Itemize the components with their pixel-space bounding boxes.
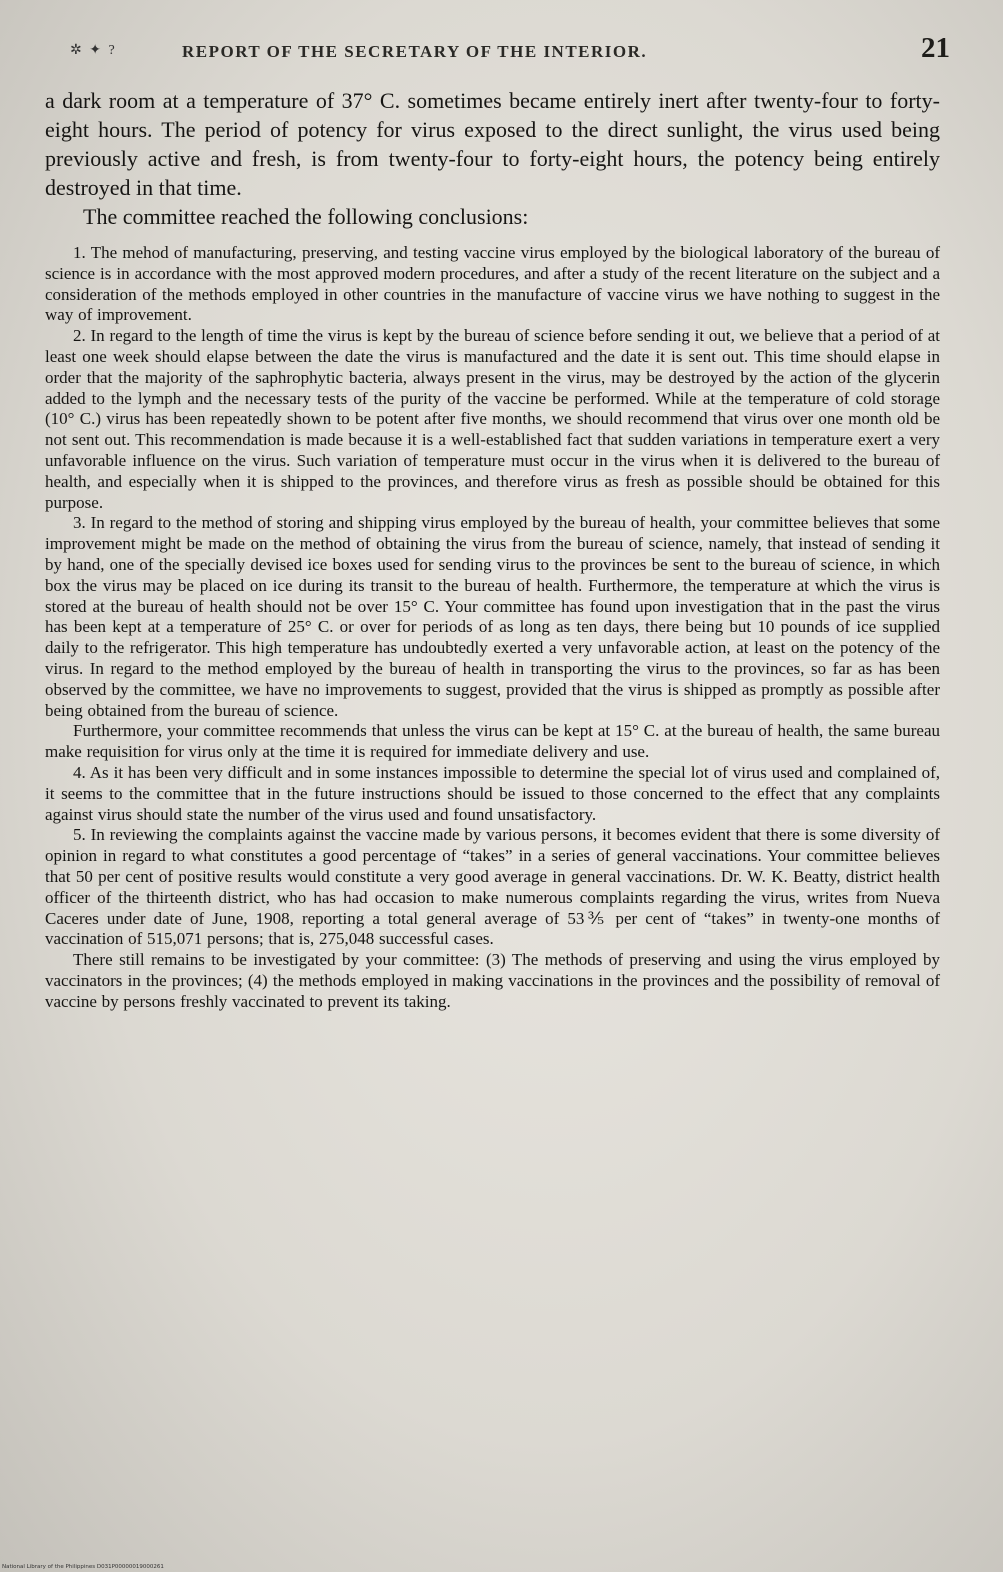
conclusion-3-continued: Furthermore, your committee recommends that unless the virus can be kept at 15° C. at the bureau of health, the same bureau make requisition for virus only at the time it is required for immediate delivery and use.: [45, 721, 940, 762]
header-mark: ✲ ✦ ?: [70, 43, 117, 58]
page-header: [70, 32, 950, 72]
conclusion-4: 4. As it has been very difficult and in some instances impossible to determine the special lot of virus used and complained of, it seems to the committee that in the future instructions should be issued to those concerned to the effect that any complaints against virus should state the number of the virus used and found unsatisfactory.: [45, 762, 940, 824]
running-title: REPORT OF THE SECRETARY OF THE INTERIOR.: [182, 42, 648, 61]
scan-credit: National Library of the Philippines D031P00000019000261: [2, 1564, 164, 1570]
lead-paragraph: a dark room at a temperature of 37° C. sometimes became entirely inert after twenty-four to forty-eight hours. The period of potency for virus exposed to the direct sunlight, the virus used being previously active and fresh, is from twenty-four to forty-eight hours, the potency being entirely destroyed in that time.: [45, 88, 940, 200]
closing-paragraph: There still remains to be investigated by your committee: (3) The methods of preserving and using the virus employed by vaccinators in the provinces; (4) the methods employed in making vaccinations in the provinces and the possibility of removal of vaccine by persons freshly vaccinated to prevent its taking.: [45, 950, 940, 1011]
page-number: 21: [921, 32, 950, 64]
conclusion-2: 2. In regard to the length of time the virus is kept by the bureau of science before sending it out, we believe that a period of at least one week should elapse between the date the virus is manufactured and the date it is sent out. This time should elapse in order that the majority of the saphrophytic bacteria, always present in the virus, may be destroyed by the action of the glycerin added to the lymph and the necessary tests of the purity of the vaccine be performed. While at the temperature of cold storage (10° C.) virus has been repeatedly shown to be potent after five months, we should recommend that virus over one month old be not sent out. This recommendation is made because it is a well-established fact that sudden variations in temperature exert a very unfavorable influence on the virus. Such variation of temperature must occur in the virus when it is delivered to the bureau of health, and especially when it is shipped to the provinces, and therefore virus as fresh as possible should be obtained for this purpose.: [45, 326, 940, 512]
conclusions-intro: The committee reached the following conclusions:: [83, 204, 529, 229]
page-body: [45, 86, 940, 1012]
conclusion-5: 5. In reviewing the complaints against the vaccine made by various persons, it becomes evident that there is some diversity of opinion in regard to what constitutes a good percentage of “takes” in a series of general vaccinations. Your committee believes that 50 per cent of positive results would constitute a very good average in general vaccinations. Dr. W. K. Beatty, district health officer of the thirteenth district, who has had occasion to make numerous complaints regarding the virus, writes from Nueva Caceres under date of June, 1908, reporting a total general average of 53⅗ per cent of “takes” in twenty-one months of vaccination of 515,071 persons; that is, 275,048 successful cases.: [45, 825, 940, 949]
conclusion-3: 3. In regard to the method of storing and shipping virus employed by the bureau of health, your committee believes that some improvement might be made on the method of obtaining the virus from the bureau of science, namely, that instead of sending it by hand, one of the specially devised ice boxes used for sending virus to the provinces be sent to the bureau of science, in which box the virus may be placed on ice during its transit to the bureau of health. Furthermore, the temperature at which the virus is stored at the bureau of health should not be over 15° C. Your committee has found upon investigation that in the past the virus has been kept at a temperature of 25° C. or over for periods of as long as ten days, there being but 10 pounds of ice supplied daily to the refrigerator. This high temperature has undoubtedly exerted a very unfavorable action, at least on the potency of the virus. In regard to the method employed by the bureau of health in transporting the virus to the provinces, so far as has been observed by the committee, we have no improvements to suggest, provided that the virus is shipped as promptly as possible after being obtained from the bureau of science.: [45, 513, 940, 720]
conclusion-1: 1. The mehod of manufacturing, preserving, and testing vaccine virus employed by the biological laboratory of the bureau of science is in accordance with the most approved modern procedures, and after a study of the recent literature on the subject and a consideration of the methods employed in other countries in the manufacture of vaccine virus we have nothing to suggest in the way of improvement.: [45, 243, 940, 325]
